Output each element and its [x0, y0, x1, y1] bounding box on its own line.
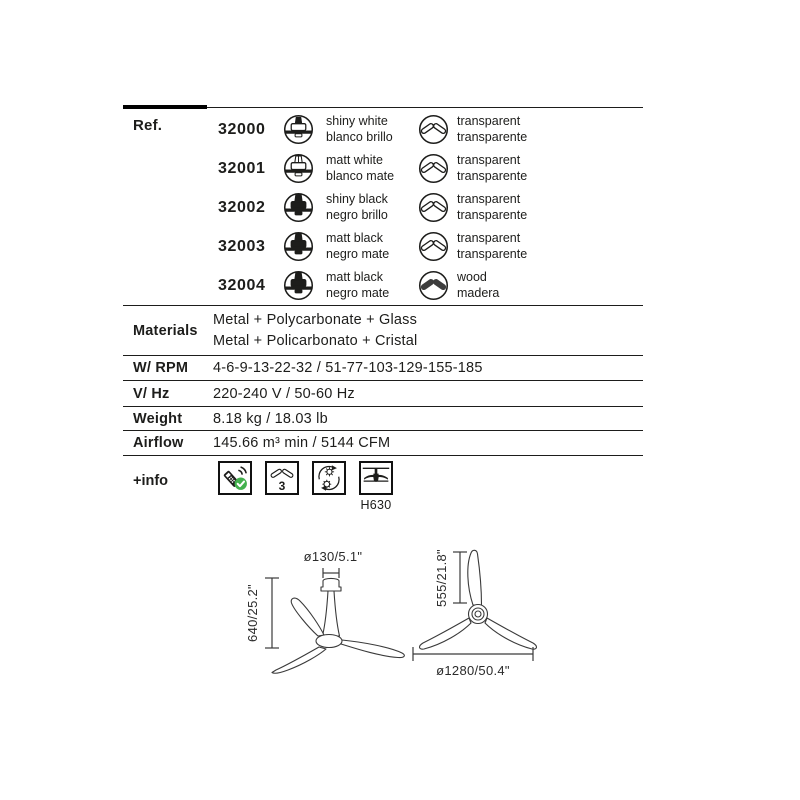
- spec-row-w-rpm: [123, 355, 643, 380]
- ceiling-fan-height-icon: [359, 461, 393, 495]
- blades-transparent-icon: [418, 114, 449, 145]
- blades-wood-icon: [418, 270, 449, 301]
- spec-row-airflow: [123, 430, 643, 455]
- spec-row-weight: [123, 406, 643, 430]
- blade-color-text: transparent transparente: [457, 114, 528, 144]
- ref-row-32003: [213, 227, 643, 266]
- spec-sheet: [123, 107, 643, 512]
- v-hz-value: 220-240 V / 50-60 Hz: [213, 385, 355, 402]
- blades-transparent-icon: [418, 231, 449, 262]
- ref-code: 32001: [218, 159, 266, 177]
- ref-table: [123, 107, 643, 305]
- ref-code: 32002: [218, 198, 266, 216]
- finish-text: matt white blanco mate: [326, 153, 395, 183]
- blades-transparent-icon: [418, 153, 449, 184]
- w-rpm-value: 4-6-9-13-22-32 / 51-77-103-129-155-185: [213, 360, 483, 376]
- w-rpm-label: W/ RPM: [133, 360, 189, 376]
- remote-control-included-icon: [218, 461, 252, 495]
- motor-finish-shiny-white-icon: [283, 114, 314, 145]
- blade-color-text: wood madera: [457, 270, 500, 300]
- ref-row-32001: [213, 149, 643, 188]
- v-hz-label: V/ Hz: [133, 385, 170, 402]
- materials-value: Metal + Polycarbonate + Glass Metal + Policarbonato + Cristal: [213, 311, 418, 349]
- motor-finish-matt-white-icon: [283, 153, 314, 184]
- blade-color-text: transparent transparente: [457, 231, 528, 261]
- spec-row-v-hz: [123, 380, 643, 406]
- ref-code: 32004: [218, 276, 266, 294]
- spec-row-materials: [123, 305, 643, 355]
- finish-text: shiny black negro brillo: [326, 192, 388, 222]
- weight-label: Weight: [133, 410, 183, 427]
- motor-finish-shiny-black-icon: [283, 192, 314, 223]
- blade-length-dim: 555/21.8": [434, 549, 449, 607]
- materials-label: Materials: [133, 322, 198, 339]
- summer-winter-reverse-icon: [312, 461, 346, 495]
- ref-row-32002: [213, 188, 643, 227]
- ref-row-32004: [213, 266, 643, 305]
- motor-finish-matt-black-icon: [283, 270, 314, 301]
- ref-row-32000: [213, 110, 643, 149]
- info-row: [123, 455, 643, 512]
- info-label: +info: [133, 473, 169, 489]
- fan-diameter-dim: ø1280/50.4": [436, 663, 510, 678]
- blade-count-value: 3: [278, 479, 286, 493]
- fan-top-view-drawing: [405, 525, 605, 695]
- blade-color-text: transparent transparente: [457, 192, 528, 222]
- canopy-diameter-dim: ø130/5.1": [303, 549, 363, 564]
- ref-rows: [213, 108, 643, 305]
- finish-text: matt black negro mate: [326, 270, 390, 300]
- ref-code: 32003: [218, 237, 266, 255]
- height-code-label: H630: [360, 498, 392, 512]
- info-icons: [218, 461, 393, 512]
- fan-height-dim: 640/25.2": [245, 584, 260, 642]
- blade-color-text: transparent transparente: [457, 153, 528, 183]
- finish-text: matt black negro mate: [326, 231, 390, 261]
- finish-text: shiny white blanco brillo: [326, 114, 393, 144]
- blade-count-icon: [265, 461, 299, 495]
- airflow-label: Airflow: [133, 435, 184, 451]
- weight-value: 8.18 kg / 18.03 lb: [213, 410, 328, 427]
- ref-code: 32000: [218, 120, 266, 138]
- fan-side-view-drawing: [230, 535, 430, 695]
- airflow-value: 145.66 m³ min / 5144 CFM: [213, 435, 391, 451]
- ref-header: Ref.: [133, 117, 163, 134]
- motor-finish-matt-black-icon: [283, 231, 314, 262]
- blades-transparent-icon: [418, 192, 449, 223]
